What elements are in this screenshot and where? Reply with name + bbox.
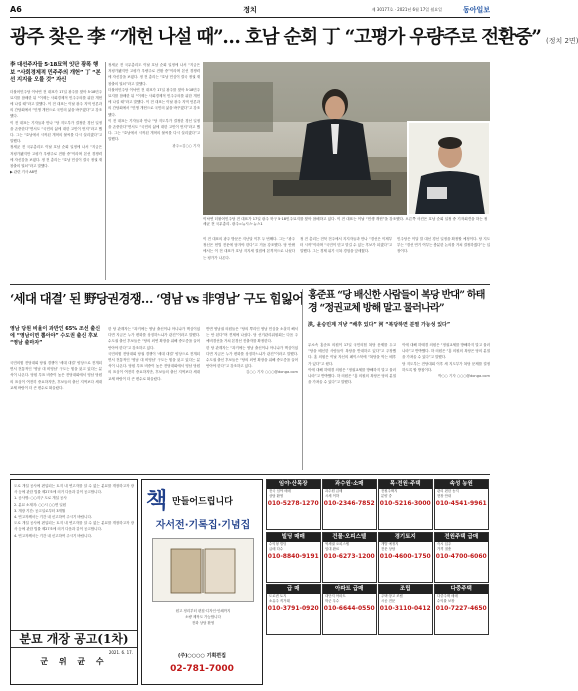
notice-line: 2. 분묘 소재지: ○○시 ○○면 일원 [14,502,67,507]
classified-ad-line: 상담 환영 [269,494,284,498]
classified-ad [378,584,433,635]
classified-ad-phone: 010-4600-1750 [379,552,431,560]
book-ad-line: 소량 제작도 가능합니다 [185,615,221,620]
classified-ad [434,479,489,530]
story3-paragraph: 무소속 홍준표 의원이 17일 국민의힘 복당 문제를 두고 “당을 배신한 사람들이 복당을 반대하고 있다”고 주장했다. 홍 의원은 이날 자신의 페이스북에 “복당을 막는 배후가 있다”고 썼다. [308,343,396,366]
lead-paragraph: 더불어민주당 이낙연 전 대표가 17일 광주를 찾아 5·18민주묘지를 참배한 뒤 “이제는 사회경제적 민주주의를 위한 개헌에 나설 때”라고 말했다. 이 전 대표는 이날 광주 지역 언론과의 간담회에서 “민생 개헌으로 국민의 삶을 바꾸겠다”고 강조했다. [108,87,200,117]
classified-ad-title: 조립 [379,585,432,594]
story3-paragraph: 이에 대해 하태경 의원은 “정권교체를 방해하지 말고 물러나라”고 반박했다. 하 의원은 “홍 의원의 복당은 당의 분열을 가져올 수 있다”고 말했다. [402,343,490,360]
notice-title: 분묘 개장 공고(1차) [11,630,137,648]
story3-byline: 박○○ 기자 ○○○@donga.com [437,374,490,379]
ad-divider [10,474,490,475]
lead-kicker: 李 대선주자들 5·18묘역 잇단 광폭 행보 “사회경제적 민주주의 개헌” 丁 “본선 지지율 오를 것” 자신 [10,62,101,83]
story3-column-2 [402,342,490,470]
page-number: A6 [10,5,22,14]
story2-paragraph: 한 당 관계자는 “과거에는 영남 출신이냐 아니냐가 핵심이었다면 지금은 누가 변화를 상징하느냐가 관건”이라고 말했다. 수도권 출신 후보들은 “당의 외연 확장을 위해 중도층을 끌어안아야 한다”고 강조하고 있다. [206,345,298,369]
classified-ad-title: 전원주택 급매 [435,533,488,542]
story2-column-3 [206,326,298,470]
book-icon [153,539,255,603]
classified-ad-line: 과수원 급매 [325,489,343,493]
book-ad-top: 책 [146,488,168,514]
issue-meta: 제 30177호 · 2021년 6월 17일 월요일 [371,7,442,12]
classified-ad-phone: 010-4700-6060 [435,552,487,560]
photo-illustration [203,62,490,215]
story2-paragraph: 반면 영남권 의원들은 “당의 뿌리인 영남 민심을 소홀히 해서는 안 된다”며 견제에 나섰다. 당 선거관리위원회는 다음 주 예비경선을 거쳐 본경선 진출자를 확정한다. [206,327,298,344]
classified-ad [378,532,433,583]
classified-ad-line: 학군 우수 [325,599,340,603]
classified-ad [434,584,489,635]
classified-ad-phone: 010-8840-9191 [267,552,319,560]
classified-ad-line: 시공 전문 [381,599,396,603]
notice-line: 1. 공사명: ○○지구 도로 개설 공사 [14,496,67,501]
classified-ad-title: 임야·산목장 [267,480,320,489]
story3-column-1 [308,342,396,470]
headline-credit: (정치 2면) [546,37,578,45]
lead-related: ▶ 관련 기사 A8면 [10,170,38,175]
classified-ad-line: 다중주택 매매 [437,594,458,598]
book-publishing-ad [141,479,263,685]
classified-ad-line: 대단지 아파트 [325,594,346,598]
section-divider [10,284,490,285]
classified-ad-title: 빌딩 매매 [267,533,320,542]
book-ad-subtitle: 자서전·기록집·기념집 [155,520,251,531]
mid-paragraph: 민주당은 이달 말 대선 경선 일정을 확정할 예정이다. 당 지도부는 “경선 연기 여부는 충분한 논의를 거쳐 결정하겠다”는 입장이다. [397,237,490,254]
page-header [10,4,490,18]
classified-ad [322,532,377,583]
book-ad-company: (주)○○○○ 기획편집 [178,653,226,659]
classified-ad-title: 경기토지 [379,533,432,542]
story2-byline: 김○○ 기자 ○○○@donga.com [245,370,298,375]
notice-line: 도로 개설 공사에 편입되는 토지 내 연고자를 알 수 없는 분묘를 개장하고자 장사 등에 관한 법률 제27조에 의거 다음과 같이 공고합니다. [14,521,134,532]
story2-headline: ‘세대 대결’ 된 野당권경쟁… ‘영남 vs 非영남’ 구도 힘잃어 [10,291,304,306]
story3-headline: 홍준표 “당 배신한 사람들이 복당 반대” 하태경 “정권교체 방해 말고 물러나라” [308,290,485,314]
classified-ad-line: 소유주 직거래 [269,599,290,603]
classified-ad-line: 가격 절충 [437,546,452,551]
mid-text-column-1 [203,236,295,280]
notice-line: 도로 개설 공사에 편입되는 토지 내 연고자를 알 수 없는 분묘를 개장하고자 장사 등에 관한 법률 제27조에 의거 다음과 같이 공고합니다. [14,484,134,495]
classified-ad-title: 다중주택 [435,585,488,594]
classified-ad-line: 수익률 보장 [437,599,455,603]
notice-issuer: 군 위 균 수 [40,657,108,666]
classified-ad-title: 속성 농원 [435,480,488,489]
classified-ad-phone: 010-3110-0412 [379,605,431,612]
notice-ad [10,479,138,685]
story2-column-1 [10,360,102,470]
story2-column-2 [108,326,200,470]
lead-paragraph: 더불어민주당 이낙연 전 대표가 17일 광주를 찾아 5·18민주묘지를 참배한 뒤 “이제는 사회경제적 민주주의를 위한 개헌에 나설 때”라고 말했다. 이 전 대표는 이날 광주 지역 언론과의 간담회에서 “민생 개헌으로 국민의 삶을 바꾸겠다”고 강조했다. [10,89,102,119]
mid-text-column-3 [397,236,490,280]
lead-paragraph: 이 전 대표는 기자들과 만나 “당 지도부가 결정한 경선 일정을 존중한다”면서도 “국민의 삶에 대한 고민이 먼저”라고 했다. 그는 “호남에서 시작된 개혁의 불씨를 다시 살리겠다”고 말했다. [10,120,102,144]
mid-text-column-2 [300,236,392,280]
classified-ad-line: 현장 안내 [437,494,452,498]
story2-kicker: 영남 당원 비율이 과반인 65% 조선 출신에 “영남이면 뽑아야” 수도권 출신 후보 “영남 출마자” [10,326,101,346]
classified-ad-phone: 010-4541-9961 [435,500,487,507]
classified-ad-phone: 010-7227-4650 [435,605,487,612]
classified-ad-line: 도로변 토지 [269,594,287,598]
book-illustration [152,538,254,602]
book-ad-line: 원고 정리부터 편집·디자인·인쇄까지 [175,609,231,613]
classified-ad-title: 목·전원·주택 [379,480,432,489]
story2-paragraph: 국민의힘 전당대회 당권 경쟁이 ‘세대 대결’ 양상으로 전개되면서 전통적인 ‘영남 대 비영남’ 구도는 힘을 잃고 있다는 분석이 나온다. 당원 투표 비중이 높은 전당대회에서 영남 당원의 표심이 여전히 중요하지만, 후보들의 출신 지역보다 세대교체 바람이 더 큰 변수로 떠올랐다. [10,361,102,390]
classified-ad-title: 과수원·소매 [323,480,376,489]
story3-kicker: 洪, 윤승민계 겨냥 “배후 있다” 河 “복당하면 분열 가능성 있다” [308,322,451,328]
classified-ad [322,584,377,635]
story2-paragraph: 한 당 관계자는 “과거에는 영남 출신이냐 아니냐가 핵심이었다면 지금은 누가 변화를 상징하느냐가 관건”이라고 말했다. 수도권 출신 후보들은 “당의 외연 확장을 위해 중도층을 끌어안아야 한다”고 강조하고 있다. [108,327,200,350]
notice-line: 3. 개장 기간: 공고일로부터 3개월 [14,508,66,513]
book-ad-line: 전화 상담 환영 [191,621,215,626]
photo-caption: 이낙연 더불어민주당 전 대표가 17일 광주 북구 5·18민주묘지를 찾아 참배하고 있다. 이 전 대표는 이날 “민생 개헌”을 강조했다. 오른쪽 사진은 호남 순회 일정 중 기자회견을 하는 정세균 전 국무총리. 광주=뉴시스·뉴스1 [203,217,488,227]
notice-line: 4. 연고자께서는 기간 내 신고하여 주시기 바랍니다. [14,515,92,520]
mid-paragraph: 이 전 대표의 광주 방문은 지난달 이후 두 번째다. 그는 “광주 정신은 헌법 전문에 담겨야 한다”고 거듭 강조했다. 당 안팎에서는 이 전 대표가 호남 지지세 결집에 본격적으로 나섰다는 평가가 나온다. [203,237,295,260]
notice-line: 4. 연고자께서는 기간 내 신고하여 주시기 바랍니다. [14,533,92,538]
classified-ad-title: 건물·오피스텔 [323,533,376,542]
classified-ad [378,479,433,530]
section-label: 정치 [243,6,257,14]
classified-ad-phone: 010-6273-1200 [323,552,375,560]
classified-ad-line: 역세권 오피스텔 [325,541,350,546]
column-divider [105,62,106,280]
classified-ad [266,584,321,635]
book-ad-phone: 02-781-7000 [170,664,234,674]
classified-ad-line: 관리 편한 농지 [437,489,459,493]
classified-ad-line: 주택·창고 조립 [381,594,403,598]
classified-ad [266,532,321,583]
classified-ad-line: 임대 완료 [325,546,340,551]
newspaper-brand: 동아일보 [462,5,490,14]
classified-ad-line: 급매 다수 [269,546,284,551]
classified-ad-phone: 010-5278-1270 [267,500,319,507]
lead-story-column [10,62,102,280]
classified-ad [266,479,321,530]
classified-ad-title: 급 매 [267,585,320,594]
notice-date: 2021. 6. 17. [108,650,133,655]
book-ad-title: 만들어드립니다 [172,497,233,507]
classified-ad-line: 전원주택지 [381,489,398,493]
lead-byline: 광주=김○○ 기자 [172,143,200,148]
classified-ad [322,479,377,530]
classified-ad-title: 아파트 급매 [323,585,376,594]
lead-story-column-2 [108,62,200,280]
lead-paragraph: 정세균 전 국무총리도 이날 호남 순회 일정에 나서 “지금은 저평가됐지만 고평가 우량주로 전환 중”이라며 본선 경쟁력에 자신감을 보였다. 정 전 총리는 “호남 민심이 결국 정권 재창출의 열쇠”라고 말했다. [108,63,200,86]
lead-paragraph: 정세균 전 국무총리도 이날 호남 순회 일정에 나서 “지금은 저평가됐지만 고평가 우량주로 전환 중”이라며 본선 경쟁력에 자신감을 보였다. 정 전 총리는 “호남 민심이 결국 정권 재창출의 열쇠”라고 말했다. [10,145,102,168]
story2-paragraph: 국민의힘 전당대회 당권 경쟁이 ‘세대 대결’ 양상으로 전개되면서 전통적인 ‘영남 대 비영남’ 구도는 힘을 잃고 있다는 분석이 나온다. 당원 투표 비중이 높은 전당대회에서 영남 당원의 표심이 여전히 중요하지만, 후보들의 출신 지역보다 세대교체 바람이 더 큰 변수로 떠올랐다. [108,351,200,381]
classified-ad-line: 분양 중 [381,494,392,498]
main-headline [10,23,578,55]
column-divider [302,289,303,470]
classified-ad-line: 수익형 빌딩 [269,541,287,546]
classified-ad-line: 개발 예정지 [381,541,399,546]
main-headline-text: 광주 찾은 李 “개헌 나설 때”… 호남 순회 丁 “고평가 우량주로 전환중” [10,27,541,48]
classified-ad-phone: 010-3791-0920 [267,605,319,612]
lead-paragraph: 이 전 대표는 기자들과 만나 “당 지도부가 결정한 경선 일정을 존중한다”면서도 “국민의 삶에 대한 고민이 먼저”라고 했다. 그는 “호남에서 시작된 개혁의 불씨를 다시 살리겠다”고 말했다. [108,118,200,142]
classified-ad-line: 시세 이하 [325,494,340,498]
news-photo [203,62,490,215]
classified-ad-line: 즉시 입주 [437,541,452,546]
classified-ad-phone: 010-6644-0550 [323,605,375,612]
classified-ad [434,532,489,583]
classified-ad-phone: 010-2346-7852 [323,500,375,507]
classified-ad-line: 전문 상담 [381,546,396,551]
story3-paragraph: 당 지도부는 전당대회 이후 새 지도부가 복당 문제를 결정하도록 할 방침이다. [402,361,490,372]
mid-paragraph: 정 전 총리는 전북 전주에서 지지자들과 만나 “경선은 이제부터 시작”이라며 “국민이 믿고 맡길 수 있는 후보가 되겠다”고 말했다. 그는 경제 위기 극복 경험을 앞세웠다. [300,237,392,254]
story3-paragraph: 이에 대해 하태경 의원은 “정권교체를 방해하지 말고 물러나라”고 반박했다. 하 의원은 “홍 의원의 복당은 당의 분열을 가져올 수 있다”고 말했다. [308,367,396,385]
classified-ad-line: 전국 임야 매매 [269,489,291,493]
classified-ad-phone: 010-5216-3000 [379,500,431,507]
